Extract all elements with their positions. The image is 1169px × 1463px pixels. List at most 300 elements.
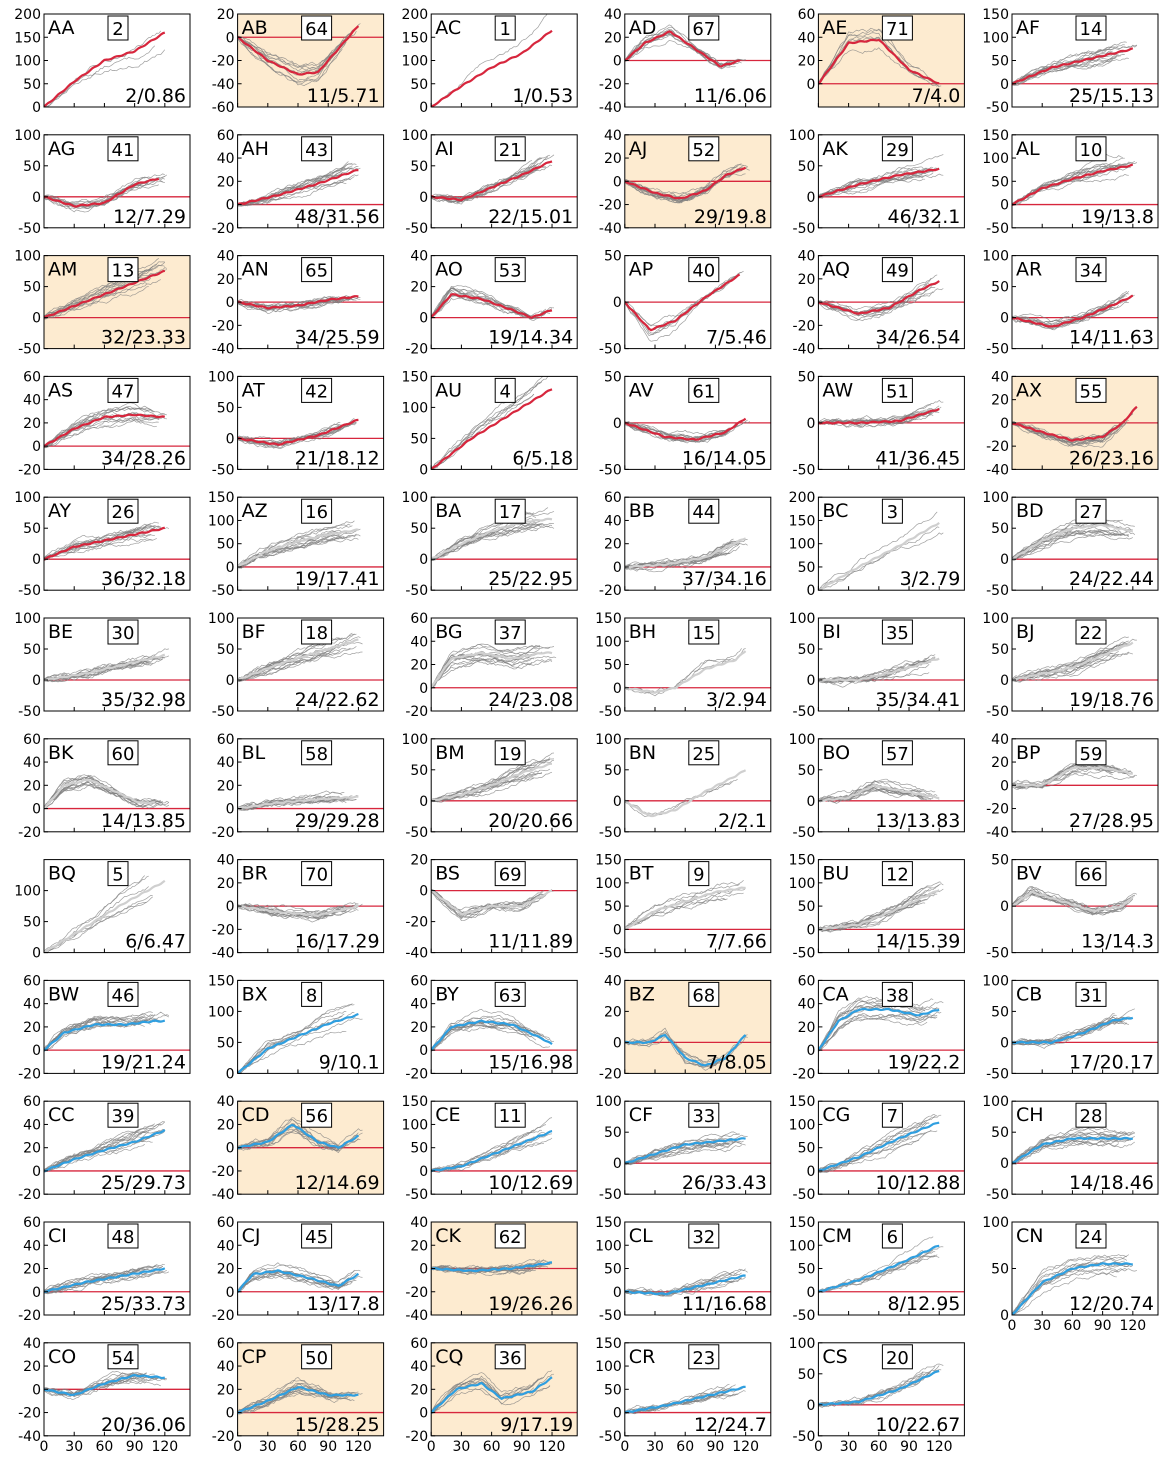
panel-label: BI <box>822 621 842 643</box>
y-tick-label: -40 <box>598 100 622 116</box>
rank-label: 19 <box>498 743 522 765</box>
y-tick-label: 0 <box>419 1405 429 1422</box>
y-tick-label: 0 <box>612 922 622 939</box>
panel-ar <box>982 249 1158 358</box>
panel-bu <box>789 853 965 962</box>
y-tick-label: 0 <box>225 899 235 916</box>
y-tick-label: -20 <box>211 318 235 335</box>
y-tick-label: 60 <box>216 1335 235 1352</box>
rank-label: 38 <box>885 985 909 1007</box>
y-tick-label: 50 <box>603 657 622 674</box>
y-tick-label: 0 <box>806 1163 816 1180</box>
panel-label: CL <box>628 1225 653 1247</box>
panel-ae <box>798 7 965 107</box>
y-tick-label: -40 <box>211 1187 235 1204</box>
panel-ce <box>401 1094 577 1203</box>
y-tick-label: -20 <box>792 318 816 335</box>
rank-label: 66 <box>1079 864 1103 886</box>
panel-ax <box>986 369 1158 478</box>
panel-label: BB <box>628 500 655 523</box>
rank-label: 64 <box>305 19 329 40</box>
panel-af <box>982 7 1158 116</box>
y-tick-label: 20 <box>23 1261 41 1278</box>
panel-label: CH <box>1016 1104 1044 1127</box>
panel-ab <box>212 7 384 116</box>
panel-bo <box>789 732 965 841</box>
panel-cd <box>212 1094 384 1203</box>
panel-bc <box>789 490 965 599</box>
y-tick-label: -50 <box>792 945 816 962</box>
y-tick-label: 20 <box>410 1238 429 1255</box>
y-tick-label: 40 <box>797 996 816 1013</box>
rank-label: 6 <box>886 1227 899 1248</box>
y-tick-label: -50 <box>986 100 1009 116</box>
y-tick-label: 50 <box>410 158 429 175</box>
ratio-label: 10/12.69 <box>488 1172 574 1195</box>
panel-label: CA <box>822 983 849 1006</box>
y-tick-label: 20 <box>216 1382 235 1399</box>
panel-label: CQ <box>435 1345 464 1368</box>
y-tick-label: 0 <box>1000 415 1009 432</box>
panel-label: BJ <box>1016 621 1035 643</box>
y-tick-label: 0 <box>225 559 235 576</box>
ratio-label: 26/23.16 <box>1069 447 1154 470</box>
y-tick-label: 20 <box>23 1359 41 1376</box>
x-tick-label: 30 <box>452 1438 471 1455</box>
panel-ci <box>18 1215 190 1324</box>
y-tick-label: 50 <box>797 1366 816 1383</box>
ratio-label: 7/4.0 <box>911 85 961 107</box>
y-tick-label: -60 <box>211 100 235 116</box>
y-tick-label: 50 <box>797 369 816 386</box>
y-tick-label: 100 <box>982 611 1009 627</box>
y-tick-label: 50 <box>797 158 816 175</box>
rank-label: 55 <box>1079 381 1103 403</box>
y-tick-label: 50 <box>991 279 1009 296</box>
panel-label: AG <box>48 137 76 160</box>
y-tick-label: 50 <box>410 1140 429 1157</box>
y-tick-label: -50 <box>792 1308 816 1324</box>
panel-label: BQ <box>48 862 76 885</box>
panel-ap <box>599 249 771 358</box>
x-tick-label: 0 <box>620 1438 630 1455</box>
y-tick-label: 60 <box>23 973 41 990</box>
y-tick-label: 0 <box>612 559 622 576</box>
y-tick-label: 20 <box>216 1261 235 1278</box>
panel-label: AO <box>435 258 463 281</box>
y-tick-label: 40 <box>216 1238 235 1255</box>
panel-label: BD <box>1016 500 1044 523</box>
y-tick-label: 0 <box>32 1382 41 1399</box>
y-tick-label: 0 <box>225 1140 235 1157</box>
y-tick-label: 0 <box>419 1163 429 1180</box>
panel-label: BZ <box>628 983 655 1006</box>
ratio-label: 13/17.8 <box>306 1293 380 1315</box>
y-tick-label: 20 <box>216 174 235 191</box>
y-tick-label: -40 <box>598 220 622 237</box>
panel-ca <box>793 973 965 1082</box>
y-tick-label: 150 <box>207 973 235 990</box>
panel-label: CC <box>48 1104 75 1127</box>
y-tick-label: 0 <box>419 462 429 479</box>
panel-label: BC <box>822 500 849 523</box>
x-tick-label: 90 <box>900 1438 918 1455</box>
panel-bb <box>599 490 771 599</box>
panel-aa <box>14 7 190 116</box>
x-tick-label: 0 <box>39 1438 49 1455</box>
y-tick-label: -50 <box>598 1428 622 1445</box>
rank-label: 65 <box>305 260 329 282</box>
rank-label: 40 <box>692 260 716 282</box>
panel-bw <box>18 973 190 1082</box>
y-tick-label: 0 <box>32 552 41 569</box>
panel-label: AC <box>435 17 462 39</box>
y-tick-label: 50 <box>991 1125 1009 1142</box>
panel-label: BV <box>1016 862 1042 885</box>
x-tick-label: 90 <box>512 1438 531 1455</box>
panel-label: CO <box>48 1345 77 1368</box>
y-tick-label: 150 <box>595 1215 622 1231</box>
y-tick-label: 0 <box>806 295 816 312</box>
y-tick-label: 100 <box>14 127 41 144</box>
y-tick-label: 50 <box>23 76 41 93</box>
y-tick-label: 100 <box>595 1238 622 1255</box>
y-tick-label: 60 <box>603 490 622 507</box>
ratio-label: 25/15.13 <box>1069 85 1154 107</box>
y-tick-label: -40 <box>405 1308 429 1324</box>
y-tick-label: 20 <box>603 151 622 168</box>
panel-label: CK <box>435 1225 461 1247</box>
ratio-label: 15/28.25 <box>294 1413 380 1436</box>
panel-label: BG <box>435 621 463 643</box>
y-tick-label: 100 <box>207 513 235 530</box>
ratio-label: 26/33.43 <box>681 1172 767 1195</box>
ratio-label: 14/13.85 <box>101 809 186 832</box>
ratio-label: 35/32.98 <box>101 689 186 711</box>
y-tick-label: 50 <box>991 642 1009 658</box>
rank-label: 42 <box>305 381 329 403</box>
rank-label: 33 <box>692 1106 716 1128</box>
panel-label: BA <box>435 500 462 523</box>
y-tick-label: -50 <box>598 824 622 841</box>
rank-label: 71 <box>885 19 909 40</box>
y-tick-label: 60 <box>410 1335 429 1352</box>
y-tick-label: 40 <box>23 755 41 772</box>
rank-label: 24 <box>1079 1227 1103 1248</box>
panel-aj <box>599 128 771 237</box>
y-tick-label: 0 <box>612 53 622 70</box>
panel-bk <box>18 732 190 841</box>
y-tick-label: 40 <box>603 127 622 144</box>
panel-ah <box>212 128 384 237</box>
rank-label: 63 <box>498 985 522 1007</box>
ratio-label: 19/21.24 <box>101 1051 186 1074</box>
panel-bn <box>595 732 771 841</box>
y-tick-label: -20 <box>18 462 41 479</box>
panel-label: CD <box>241 1104 270 1127</box>
y-tick-label: 0 <box>612 295 622 312</box>
y-tick-label: 0 <box>612 415 622 432</box>
y-tick-label: 150 <box>401 369 429 386</box>
panel-ag <box>14 128 190 237</box>
y-tick-label: -50 <box>405 1187 429 1204</box>
y-tick-label: 20 <box>603 536 622 553</box>
y-tick-label: 100 <box>788 536 816 553</box>
y-tick-label: 0 <box>612 1284 622 1301</box>
ratio-label: 14/18.46 <box>1069 1172 1154 1195</box>
y-tick-label: 100 <box>788 127 816 144</box>
y-tick-label: 50 <box>410 76 429 93</box>
ratio-label: 8/12.95 <box>887 1293 961 1315</box>
panel-ay <box>14 490 190 599</box>
y-tick-label: 60 <box>216 731 235 748</box>
y-tick-label: 0 <box>1000 310 1009 327</box>
panel-label: AE <box>822 17 848 39</box>
rank-label: 29 <box>885 139 909 161</box>
y-tick-label: 0 <box>806 583 816 600</box>
y-tick-label: 20 <box>991 755 1009 772</box>
y-tick-label: 50 <box>23 158 41 175</box>
y-tick-label: -20 <box>405 1284 429 1301</box>
ratio-label: 34/25.59 <box>294 326 380 349</box>
panel-label: AH <box>241 137 269 160</box>
panel-label: AJ <box>628 137 648 160</box>
rank-label: 53 <box>498 260 522 282</box>
y-tick-label: -20 <box>598 197 622 214</box>
rank-label: 23 <box>692 1347 716 1369</box>
ratio-label: 2/0.86 <box>125 85 186 107</box>
y-tick-label: 50 <box>603 762 622 779</box>
y-tick-label: 100 <box>982 973 1009 990</box>
x-tick-label: 0 <box>426 1438 436 1455</box>
x-tick-label: 60 <box>869 1438 888 1455</box>
y-tick-label: 60 <box>410 611 429 627</box>
ratio-label: 3/2.79 <box>899 568 961 591</box>
panel-label: AL <box>1016 137 1040 160</box>
y-tick-label: 0 <box>419 310 429 327</box>
y-tick-label: 100 <box>982 151 1009 168</box>
y-tick-label: -50 <box>405 583 429 600</box>
y-tick-label: 150 <box>788 852 816 869</box>
rank-label: 28 <box>1079 1106 1103 1128</box>
y-tick-label: 0 <box>806 922 816 939</box>
rank-label: 41 <box>111 139 135 161</box>
rank-label: 22 <box>1079 623 1103 644</box>
panel-aq <box>793 249 965 358</box>
x-tick-label: 30 <box>258 1438 277 1455</box>
y-tick-label: 20 <box>23 778 41 795</box>
y-tick-label: 50 <box>603 369 622 386</box>
panel-ai <box>401 128 577 237</box>
y-tick-label: -20 <box>405 1066 429 1083</box>
y-tick-label: -20 <box>18 1405 41 1422</box>
y-tick-label: 40 <box>216 1359 235 1376</box>
y-tick-label: 100 <box>788 1238 816 1255</box>
ratio-label: 11/5.71 <box>306 85 380 107</box>
y-tick-label: 100 <box>401 400 429 417</box>
y-tick-label: 40 <box>603 513 622 530</box>
panel-cb <box>982 973 1158 1082</box>
panel-label: AY <box>48 500 72 523</box>
x-tick-label: 120 <box>925 1438 953 1455</box>
y-tick-label: 0 <box>419 883 429 900</box>
y-tick-label: -50 <box>18 220 41 237</box>
y-tick-label: -40 <box>986 462 1009 479</box>
panel-label: BK <box>48 741 74 764</box>
panel-label: BW <box>48 983 80 1006</box>
y-tick-label: 200 <box>14 7 41 23</box>
y-tick-label: 0 <box>806 189 816 206</box>
y-tick-label: -20 <box>211 53 235 70</box>
y-tick-label: -50 <box>986 220 1009 237</box>
y-tick-label: 40 <box>216 248 235 265</box>
y-tick-label: 0 <box>1000 899 1009 916</box>
y-tick-label: -50 <box>986 1066 1009 1083</box>
y-tick-label: 20 <box>216 1117 235 1134</box>
panel-ad <box>599 7 771 116</box>
y-tick-label: -20 <box>211 824 235 841</box>
rank-label: 36 <box>498 1347 522 1369</box>
y-tick-label: -20 <box>18 824 41 841</box>
ratio-label: 2/2.1 <box>718 809 767 832</box>
rank-label: 26 <box>111 502 135 524</box>
panel-label: AD <box>628 17 657 39</box>
y-tick-label: 0 <box>419 189 429 206</box>
y-tick-label: -50 <box>18 704 41 720</box>
ratio-label: 14/11.63 <box>1069 326 1154 349</box>
y-tick-label: 40 <box>410 634 429 651</box>
x-tick-label: 90 <box>1093 1318 1112 1334</box>
panel-label: AT <box>241 379 265 402</box>
panel-cp <box>212 1336 384 1455</box>
y-tick-label: 0 <box>1000 76 1009 93</box>
panel-cq <box>405 1336 577 1455</box>
y-tick-label: 60 <box>23 369 41 386</box>
y-tick-label: 100 <box>207 369 235 386</box>
y-tick-label: 100 <box>788 1335 816 1352</box>
y-tick-label: -50 <box>986 583 1009 600</box>
y-tick-label: 100 <box>595 731 622 748</box>
y-tick-label: 50 <box>216 400 235 417</box>
x-tick-label: 90 <box>706 1438 725 1455</box>
y-tick-label: 0 <box>32 1284 41 1301</box>
ratio-label: 24/23.08 <box>488 689 574 711</box>
y-tick-label: -50 <box>211 462 235 479</box>
y-tick-label: -50 <box>792 462 816 479</box>
ratio-label: 7/7.66 <box>706 930 767 953</box>
panel-label: BY <box>435 983 459 1006</box>
y-tick-label: -20 <box>986 801 1009 818</box>
ratio-label: 32/23.33 <box>101 326 186 349</box>
y-tick-label: 0 <box>225 1066 235 1083</box>
panel-label: CP <box>241 1345 267 1368</box>
ratio-label: 6/6.47 <box>125 930 186 953</box>
ratio-label: 46/32.1 <box>887 205 961 228</box>
rank-label: 16 <box>305 502 329 524</box>
y-tick-label: 150 <box>982 127 1009 144</box>
ratio-label: 3/2.94 <box>706 689 767 711</box>
panel-label: AF <box>1016 17 1040 39</box>
rank-label: 3 <box>886 502 899 524</box>
panel-bf <box>208 611 384 720</box>
panel-cs <box>789 1336 965 1455</box>
y-tick-label: 50 <box>991 174 1009 191</box>
ratio-label: 12/20.74 <box>1069 1293 1154 1315</box>
panel-bg <box>405 611 577 720</box>
y-tick-label: -20 <box>986 439 1009 456</box>
y-tick-label: 200 <box>401 7 429 23</box>
ratio-label: 13/13.83 <box>875 809 961 832</box>
y-tick-label: -20 <box>598 76 622 93</box>
panel-av <box>599 369 771 478</box>
ratio-label: 41/36.45 <box>875 447 961 470</box>
y-tick-label: 40 <box>603 7 622 23</box>
y-tick-label: 40 <box>410 996 429 1013</box>
ratio-label: 11/16.68 <box>681 1293 767 1315</box>
rank-label: 31 <box>1079 985 1103 1007</box>
panel-label: AA <box>48 17 75 39</box>
y-tick-label: 0 <box>32 673 41 689</box>
y-tick-label: 100 <box>982 1094 1009 1111</box>
ratio-label: 27/28.95 <box>1069 809 1154 832</box>
panel-label: AW <box>822 379 854 402</box>
ratio-label: 35/34.41 <box>875 689 961 711</box>
y-tick-label: -20 <box>405 914 429 931</box>
ratio-label: 19/13.8 <box>1081 205 1154 228</box>
y-tick-label: 20 <box>216 875 235 892</box>
rank-label: 60 <box>111 743 135 765</box>
panel-by <box>405 973 577 1082</box>
y-tick-label: 0 <box>32 189 41 206</box>
y-tick-label: 100 <box>14 53 41 70</box>
y-tick-label: -20 <box>405 1428 429 1445</box>
y-tick-label: 40 <box>410 1359 429 1376</box>
rank-label: 9 <box>693 864 705 886</box>
x-tick-label: 30 <box>65 1438 84 1455</box>
rank-label: 58 <box>305 743 329 765</box>
rank-label: 54 <box>111 1347 135 1369</box>
y-tick-label: 50 <box>603 248 622 265</box>
panel-label: CS <box>822 1345 848 1368</box>
x-tick-label: 120 <box>538 1438 566 1455</box>
y-tick-label: 0 <box>225 673 235 689</box>
y-tick-label: 50 <box>603 1382 622 1399</box>
panel-bp <box>986 732 1158 841</box>
panel-label: CG <box>822 1104 851 1127</box>
panel-bq <box>14 860 190 962</box>
panel-label: BL <box>241 741 266 764</box>
y-tick-label: 50 <box>797 762 816 779</box>
y-tick-label: 0 <box>225 1284 235 1301</box>
y-tick-label: 60 <box>797 973 816 990</box>
panel-an <box>212 249 384 358</box>
y-tick-label: 0 <box>225 1405 235 1422</box>
y-tick-label: -20 <box>18 1187 41 1204</box>
panel-bh <box>595 611 771 720</box>
y-tick-label: 20 <box>216 271 235 288</box>
y-tick-label: 0 <box>419 793 429 810</box>
y-tick-label: 40 <box>23 996 41 1013</box>
rank-label: 14 <box>1079 19 1103 40</box>
y-tick-label: -50 <box>598 1308 622 1324</box>
y-tick-label: 0 <box>1000 1035 1009 1052</box>
y-tick-label: 0 <box>225 431 235 448</box>
y-tick-label: 0 <box>32 100 41 116</box>
ratio-label: 37/34.16 <box>681 568 767 591</box>
ratio-label: 12/24.7 <box>693 1413 767 1436</box>
ratio-label: 13/14.3 <box>1081 930 1154 953</box>
ratio-label: 7/5.46 <box>706 326 767 349</box>
